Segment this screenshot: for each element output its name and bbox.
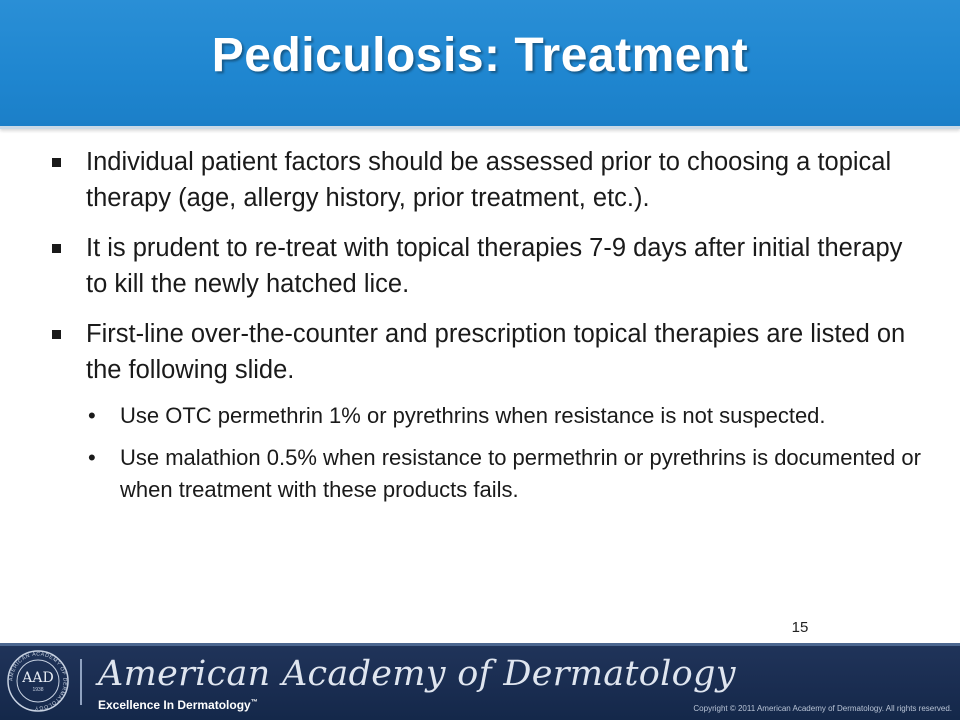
bullet-item — [48, 316, 928, 388]
bullet-text: It is prudent to re-treat with topical therapies 7-9 days after initial therapy to kill the newly hatched lice. — [86, 234, 903, 298]
slide-title: Pediculosis: Treatment — [211, 29, 749, 82]
square-bullet-icon — [52, 158, 61, 167]
organization-name: American Academy of Dermatology — [98, 654, 736, 694]
square-bullet-icon — [52, 244, 61, 253]
sub-bullet-text: Use OTC permethrin 1% or pyrethrins when resistance is not suspected. — [120, 403, 826, 428]
bullet-text: First-line over-the-counter and prescription topical therapies are listed on the following slide. — [86, 320, 906, 384]
seal-initials: AAD — [22, 670, 54, 686]
round-bullet-icon: • — [88, 403, 96, 428]
footer-bar — [0, 643, 960, 720]
aad-seal-logo — [6, 649, 70, 713]
bullet-text: Individual patient factors should be assessed prior to choosing a topical therapy (age, allergy history, prior treatment, etc.). — [86, 148, 892, 212]
square-bullet-icon — [52, 330, 61, 339]
bullet-item — [48, 230, 928, 302]
seal-ring-text: AMERICAN ACADEMY OF DERMATOLOGY — [8, 651, 68, 711]
copyright-notice: Copyright © 2011 American Academy of Dermatology. All rights reserved. — [693, 704, 952, 713]
sub-bullet-item — [48, 442, 928, 506]
sub-bullet-item — [48, 400, 928, 432]
round-bullet-icon: • — [88, 445, 96, 470]
title-bar — [0, 0, 960, 129]
bullet-item — [48, 144, 928, 216]
tagline-text: Excellence In Dermatology — [98, 698, 251, 712]
page-number: 15 — [791, 619, 809, 636]
sub-bullet-text: Use malathion 0.5% when resistance to permethrin or pyrethrins is documented or when treatment with these products fails. — [120, 445, 921, 502]
tagline — [98, 698, 258, 712]
trademark-mark: ™ — [250, 699, 258, 706]
footer-divider — [80, 659, 82, 705]
slide-content — [48, 144, 928, 516]
seal-year: 1938 — [32, 687, 44, 693]
